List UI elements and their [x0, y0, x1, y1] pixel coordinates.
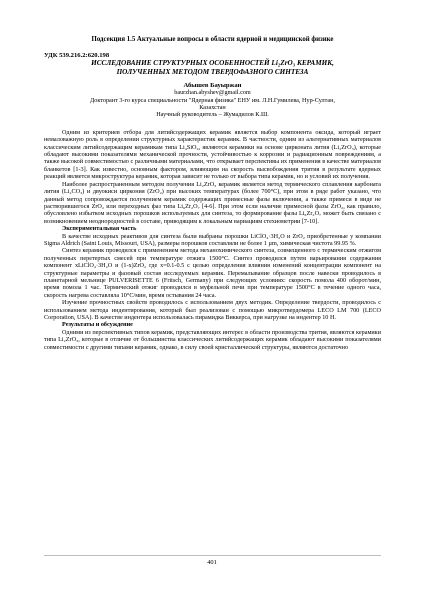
author-country: Казахстан: [199, 104, 226, 112]
section-title: Подсекция 1.5 Актуальные вопросы в области ядерной и медицинской физике: [91, 36, 334, 43]
body-paragraph: Изучение прочностных свойств проводилось с использованием двух методик. Определение твердости, проводилось с использованием метода индентирования, который был реализован с помощью микротвердомера LECO LM 700 (LECO Corporation, USA). В качестве индентера использовалась пирамидка Виккерса, при нагрузке на индентер 10 Н.: [44, 299, 381, 321]
author-email[interactable]: baurzhan.abyshev@gmail.com: [174, 89, 251, 97]
body-paragraph: Синтез керамик проводился с применением метода механохимического синтеза, совмещенного с термическим отжигом полученных перетертых смесей при температуре отжига 1500°C. Синтез проводился путем варьирования содержания компонент xLiClO₄·3H₂O и (1-x)ZrO₂ где x=0.1-0.5 с целью определения влияния изменений концентрации компонент на структурные параметры и фазовый состав исследуемых керамик. Перемалывание образцов после навески проводилось в планетарной мельнице PULVERISETTE 6 (Fritsch, Germany) при следующих условиях: скорость помола 400 оборот/мин, время помола 1 час. Термический отжиг проводился в муфельной печи при температуре 1500°C в течение одного часа, скорость нагрева составляла 10°C/мин, время остывания 24 часа.: [44, 247, 381, 299]
udc-code: УДК 539.216.2:620.198: [44, 52, 110, 59]
page-number: 401: [207, 559, 217, 566]
author-name: Абышев Бауыржан: [183, 81, 242, 89]
body-paragraph: Одним из критериев отбора для литийсодержащих керамик является выбор компонента оксида, который играет немаловажную роль в определении структурных характеристик керамик. В частности, одним из альтернативных материалов классическим литийсодержащим керамикам типа Li₄SiO₄, являются керамики на основе цирконата лития (Li₂ZrO₃), которые обладают высокими показателями механической прочности, устойчивостью к коррозии и радиационным повреждениям, а также высокой совместимостью с различными материалами, что открывает перспективы их применения в качестве материалов бланкетов [1-3]. Как известно, основным фактором, влияющим на скорость высвобождения трития в результате ядерных реакций является микроструктура керамик, которая зависит не только от выбора типа керамик, но и условий их получения.: [44, 128, 381, 181]
scientific-supervisor: Научный руководитель – Жумадилов К.Ш.: [156, 111, 269, 119]
footer-divider: [44, 555, 381, 556]
paper-title-line: ПОЛУЧЕННЫХ МЕТОДОМ ТВЕРДОФАЗНОГО СИНТЕЗА: [116, 67, 309, 76]
paper-title-line: ИССЛЕДОВАНИЕ СТРУКТУРНЫХ ОСОБЕННОСТЕЙ Li₂ZrO₃ КЕРАМИК,: [91, 59, 334, 68]
paper-title: [44, 59, 381, 75]
section-heading-results: Результаты и обсуждение: [62, 321, 133, 329]
author-affiliation: Докторант 3-го курса специальности "Ядерная физика" ЕНУ им. Л.Н.Гумилева, Нур-Султан,: [90, 96, 335, 104]
body-paragraph: Наиболее распространенным методом получения Li₂ZrO₃ керамик является метод термического сплавления карбоната лития (Li₂CO₃) и двуокиси циркония (ZrO₂) при высоких температурах (более 700°C), при этом в ряде работ указано, что данный метод сопровождается получением керамик содержащих примесные фазы включения, а также примеси в виде не растворившегося ZrO₂ или переходных фаз типа Li₆Zr₂O₇ [4-6]. При этом если наличие примесной фазы ZrO₂, как правило, обусловлено избытком исходных порошков используемых для синтеза, то формирование фазы Li₆Zr₂O₇ может быть связано с возникновением неоднородностей в составе, приводящим к локальным вариациям стехиометрии [7-10].: [44, 180, 381, 225]
body-paragraph: В качестве исходных реактивов для синтеза были выбраны порошки LiClO₄·3H₂O и ZrO₂ приобретенные у компании Sigma Aldrich (Saint Louis, Missouri, USA), размеры порошков составляли не более 1 µm, химическая чистота 99.95 %.: [44, 232, 381, 247]
section-heading-experimental: Экспериментальная часть: [62, 225, 137, 233]
body-paragraph: Одними из перспективных типов керамик, представляющих интерес в области производства трития, являются керамики типа Li₂ZrO₃, которые в отличие от большинства классических литийсодержащих керамик обладают высокими показателями совместимости с другими типами керамик, однако, в силу своей кристаллической структуры, являются достаточно: [44, 328, 381, 351]
